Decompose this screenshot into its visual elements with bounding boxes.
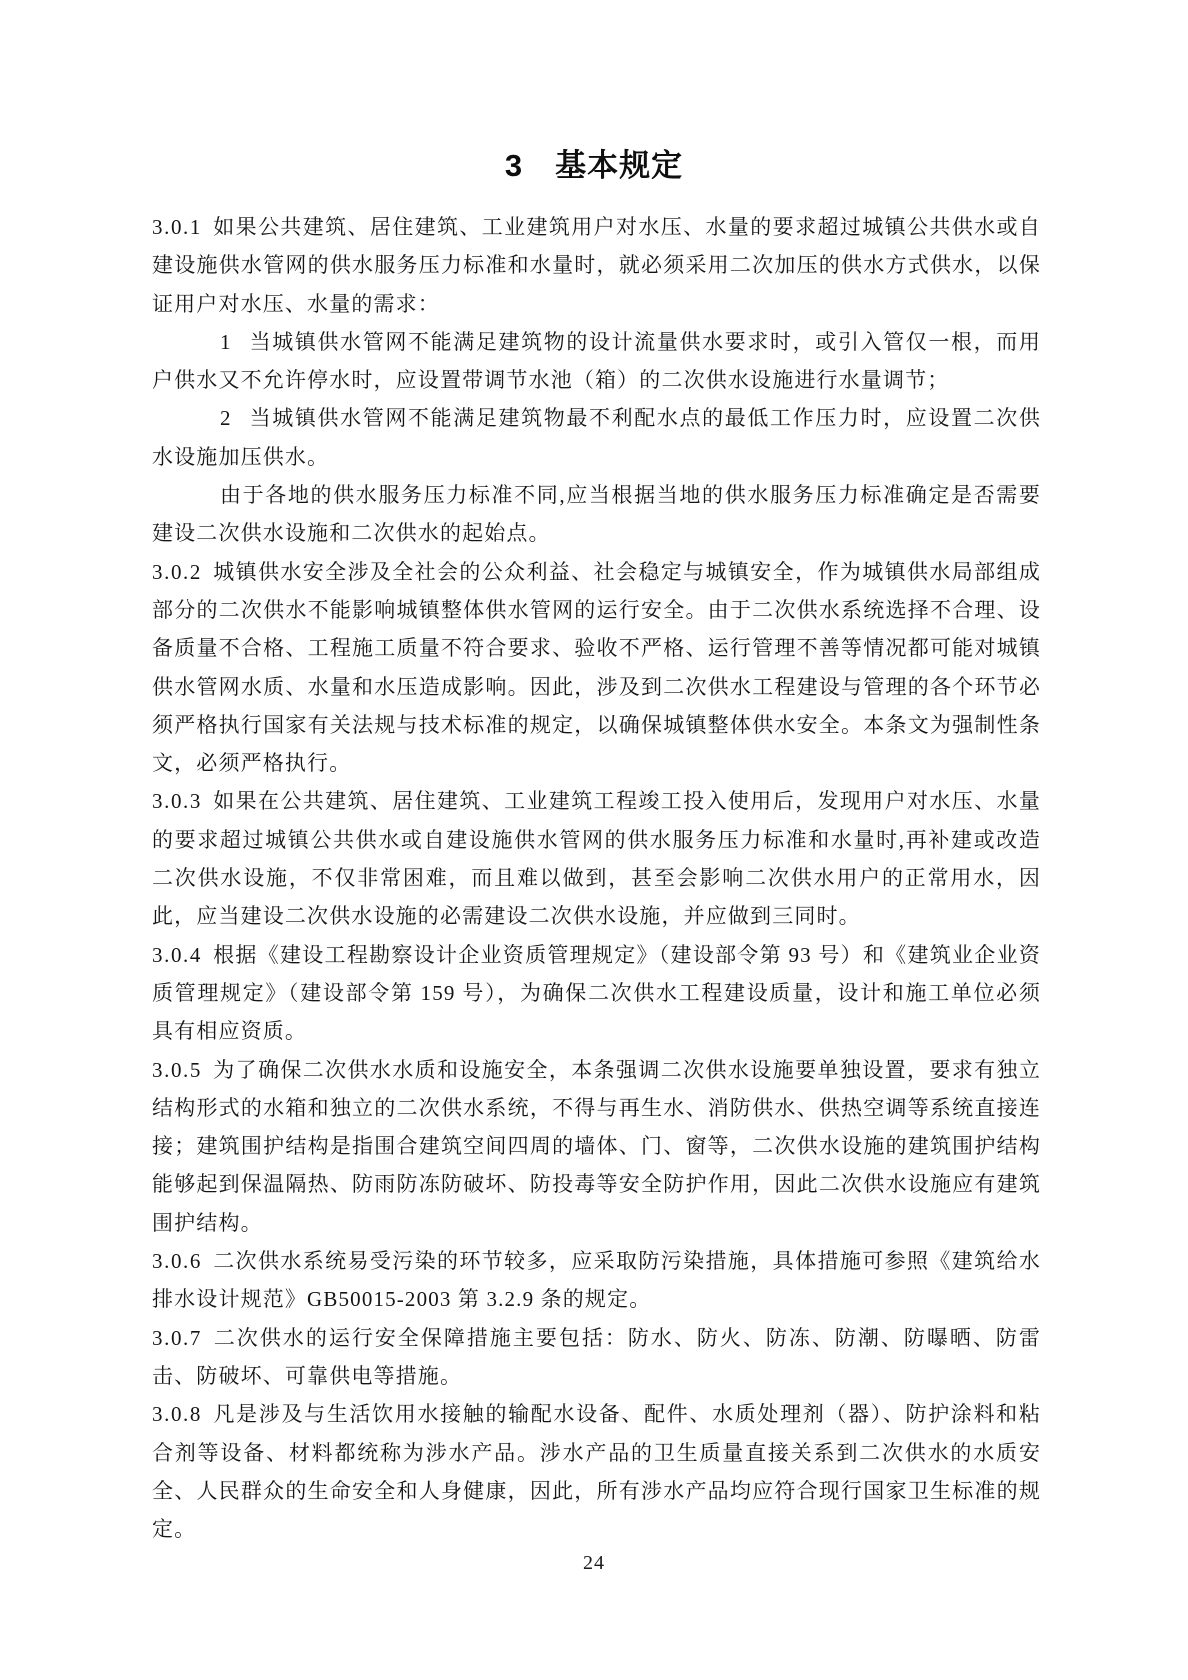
clause-3-0-5	[152, 1051, 1041, 1242]
clause-number: 3.0.8	[152, 1402, 202, 1427]
clause-3-0-3	[152, 782, 1041, 935]
clause-text: 如果公共建筑、居住建筑、工业建筑用户对水压、水量的要求超过城镇公共供水或自建设施供水管网的供水服务压力标准和水量时，就必须采用二次加压的供水方式供水，以保证用户对水压、水量的需求：	[152, 215, 1041, 316]
note-text: 由于各地的供水服务压力标准不同,应当根据当地的供水服务压力标准确定是否需要建设二次供水设施和二次供水的起始点。	[152, 483, 1041, 546]
clause-number: 3.0.3	[152, 789, 202, 814]
clause-number: 3.0.5	[152, 1057, 202, 1082]
item-text: 当城镇供水管网不能满足建筑物的设计流量供水要求时，或引入管仅一根，而用户供水又不允许停水时，应设置带调节水池（箱）的二次供水设施进行水量调节；	[152, 329, 1041, 393]
clause-text: 城镇供水安全涉及全社会的公众利益、社会稳定与城镇安全，作为城镇供水局部组成部分的二次供水不能影响城镇整体供水管网的运行安全。由于二次供水系统选择不合理、设备质量不合格、工程施工质量不符合要求、验收不严格、运行管理不善等情况都可能对城镇供水管网水质、水量和水压造成影响。因此，涉及到二次供水工程建设与管理的各个环节必须严格执行国家有关法规与技术标准的规定，以确保城镇整体供水安全。本条文为强制性条文，必须严格执行。	[152, 559, 1041, 776]
clause-3-0-6	[152, 1242, 1041, 1319]
clause-text: 凡是涉及与生活饮用水接触的输配水设备、配件、水质处理剂（器）、防护涂料和粘合剂等设备、材料都统称为涉水产品。涉水产品的卫生质量直接关系到二次供水的水质安全、人民群众的生命安全和人身健康，因此，所有涉水产品均应符合现行国家卫生标准的规定。	[152, 1402, 1041, 1542]
item-number: 1	[220, 329, 233, 354]
clause-3-0-4	[152, 936, 1041, 1051]
clause-number: 3.0.2	[152, 559, 202, 584]
page-number: 24	[583, 1552, 605, 1574]
clause-3-0-8	[152, 1395, 1041, 1548]
clause-text: 二次供水的运行安全保障措施主要包括：防水、防火、防冻、防潮、防曝晒、防雷击、防破坏、可靠供电等措施。	[152, 1325, 1041, 1388]
document-body	[152, 208, 1041, 1548]
clause-3-0-1-item-2	[152, 399, 1041, 476]
item-text: 当城镇供水管网不能满足建筑物最不利配水点的最低工作压力时，应设置二次供水设施加压供水。	[152, 406, 1041, 469]
clause-number: 3.0.7	[152, 1325, 202, 1350]
clause-3-0-1-note	[152, 476, 1041, 553]
chapter-title: 3 基本规定	[504, 148, 684, 183]
clause-text: 根据《建设工程勘察设计企业资质管理规定》（建设部令第 93 号）和《建筑业企业资质管理规定》（建设部令第 159 号），为确保二次供水工程建设质量，设计和施工单位必须具有相应资质。	[152, 942, 1041, 1044]
clause-number: 3.0.6	[152, 1249, 202, 1274]
item-number: 2	[220, 406, 233, 431]
clause-3-0-1	[152, 208, 1041, 323]
clause-3-0-2	[152, 553, 1041, 783]
clause-3-0-7	[152, 1319, 1041, 1396]
clause-text: 二次供水系统易受污染的环节较多，应采取防污染措施，具体措施可参照《建筑给水排水设计规范》GB50015-2003 第 3.2.9 条的规定。	[152, 1249, 1041, 1312]
clause-number: 3.0.1	[152, 215, 202, 239]
clause-3-0-1-item-1	[152, 323, 1041, 400]
clause-text: 如果在公共建筑、居住建筑、工业建筑工程竣工投入使用后，发现用户对水压、水量的要求超过城镇公共供水或自建设施供水管网的供水服务压力标准和水量时,再补建或改造二次供水设施，不仅非常困难，而且难以做到，甚至会影响二次供水用户的正常用水，因此，应当建设二次供水设施的必需建设二次供水设施，并应做到三同时。	[152, 789, 1041, 929]
clause-text: 为了确保二次供水水质和设施安全，本条强调二次供水设施要单独设置，要求有独立结构形式的水箱和独立的二次供水系统，不得与再生水、消防供水、供热空调等系统直接连接；建筑围护结构是指围合建筑空间四周的墙体、门、窗等，二次供水设施的建筑围护结构能够起到保温隔热、防雨防冻防破坏、防投毒等安全防护作用，因此二次供水设施应有建筑围护结构。	[152, 1057, 1041, 1235]
clause-number: 3.0.4	[152, 942, 202, 967]
